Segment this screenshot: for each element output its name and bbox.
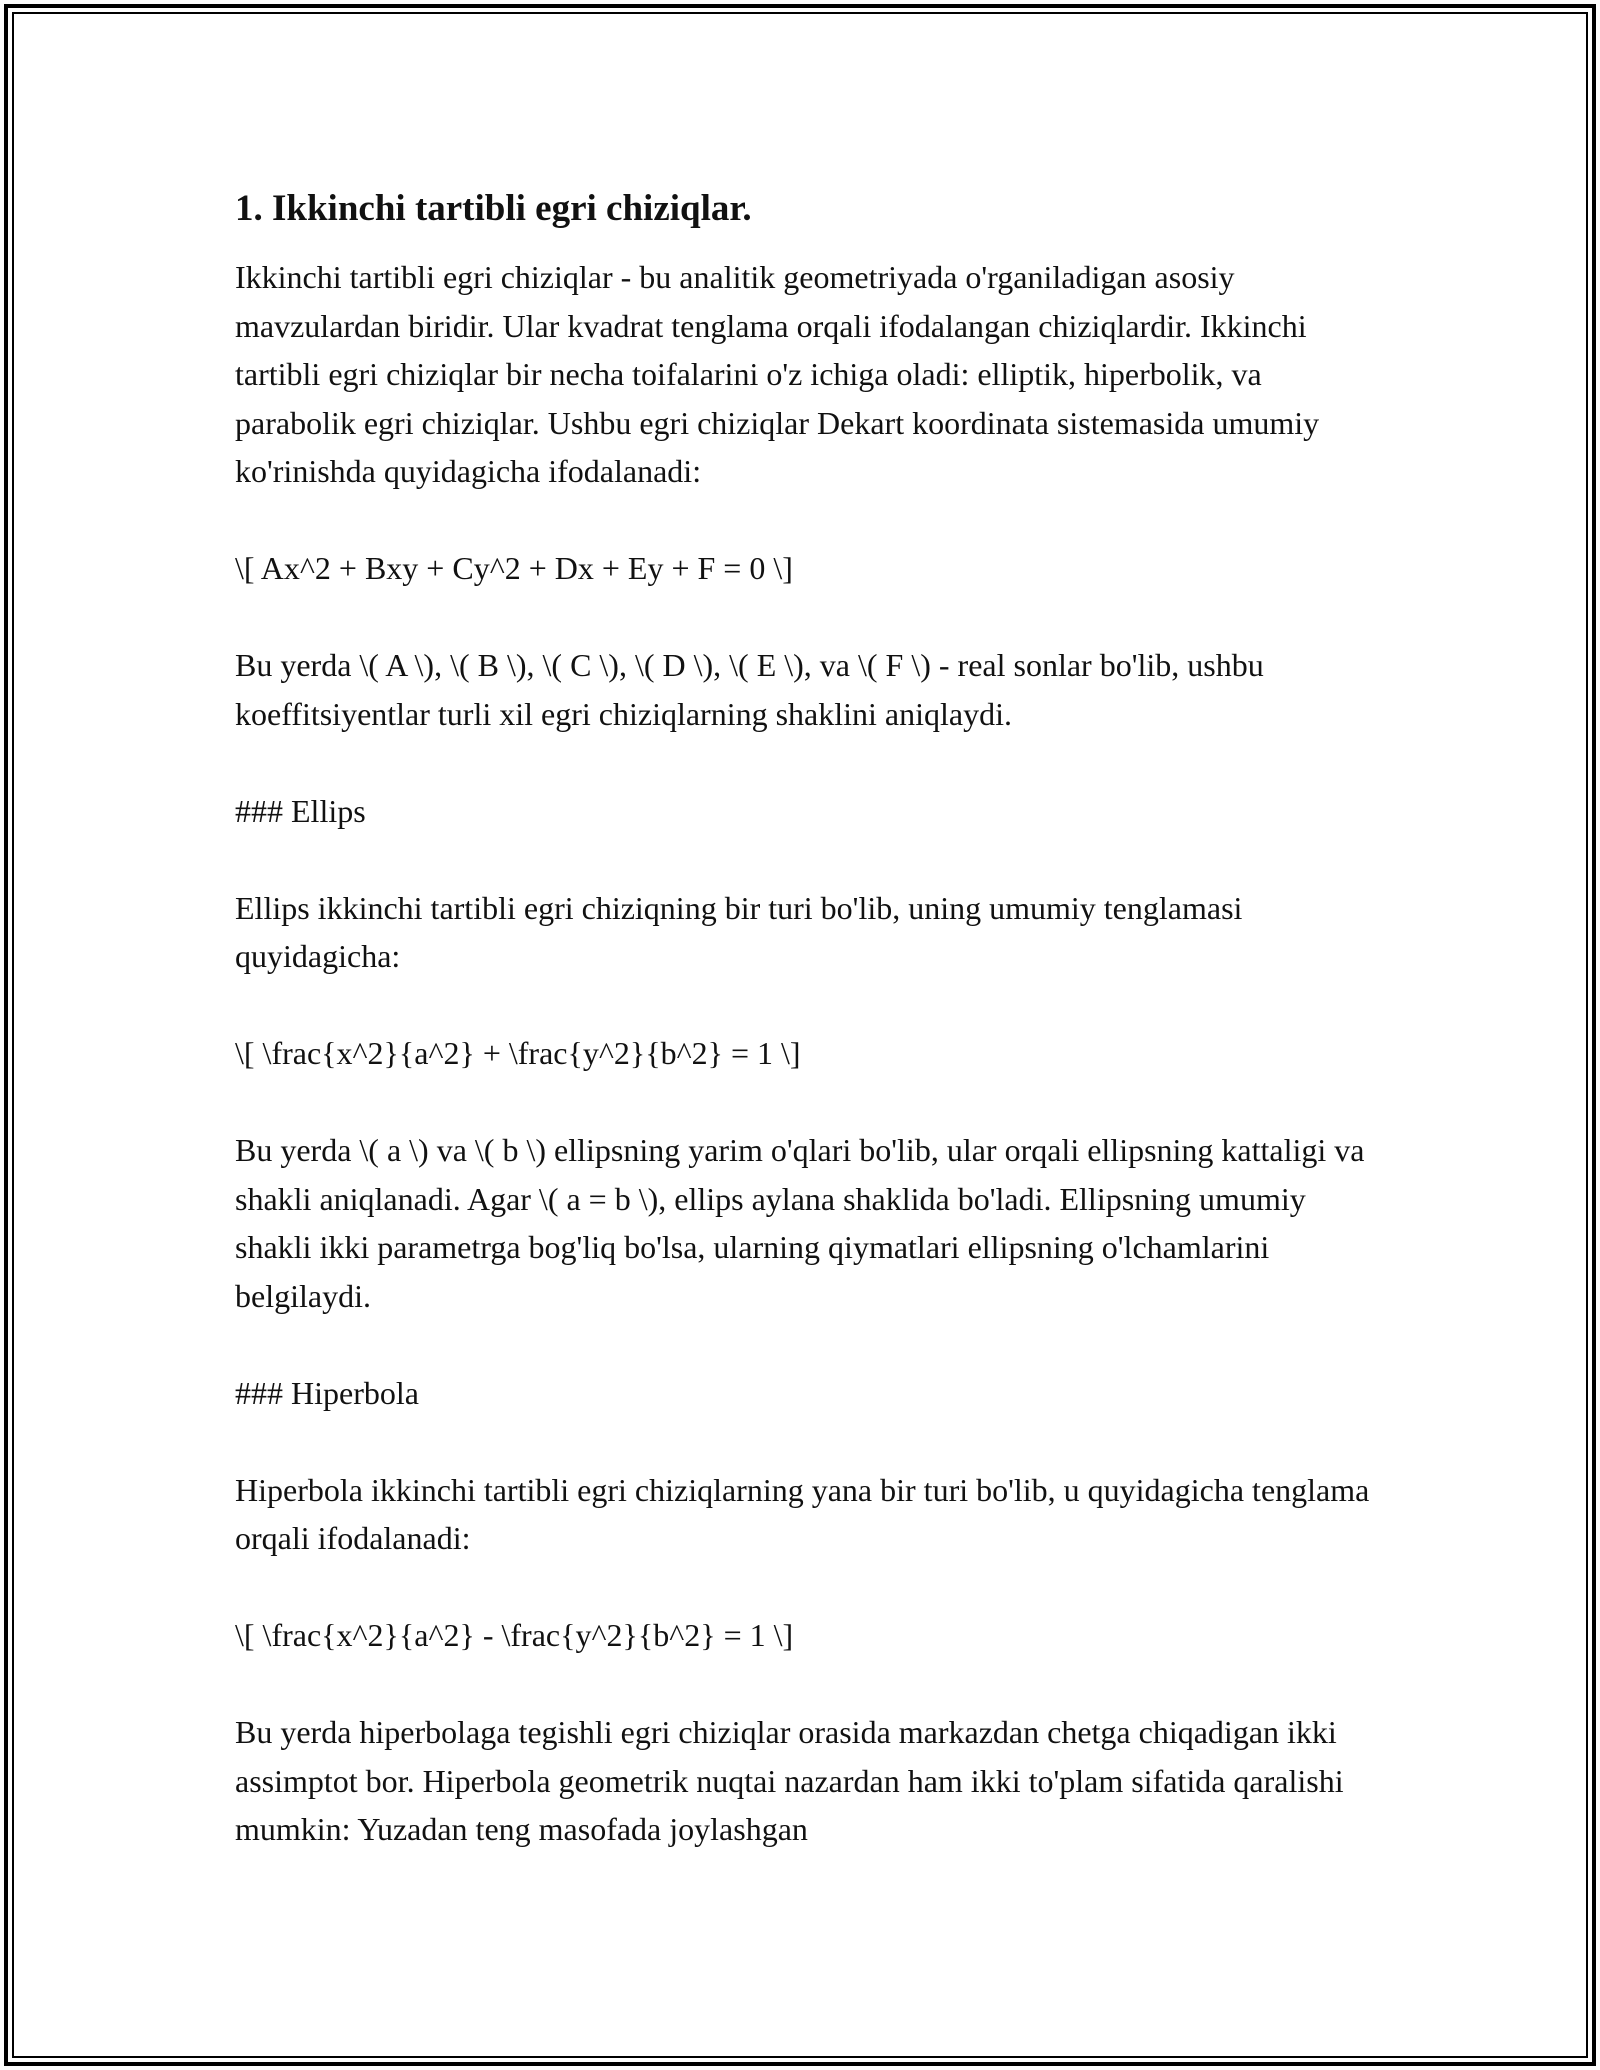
subheading-hiperbola: ### Hiperbola: [235, 1374, 419, 1411]
equation-hiperbola: \[ \frac{x^2}{a^2} - \frac{y^2}{b^2} = 1 \]: [235, 1617, 794, 1653]
equation-general: \[ Ax^2 + Bxy + Cy^2 + Dx + Ey + F = 0 \]: [235, 550, 793, 586]
section-heading: 1. Ikkinchi tartibli egri chiziqlar.: [235, 188, 752, 229]
paragraph-coefficients: Bu yerda \( A \), \( B \), \( C \), \( D \), \( E \), va \( F \) - real sonlar bo'lib, ushbu koeffitsiyentlar turli xil egri chiziqlarning shaklini aniqlaydi.: [235, 647, 1264, 732]
equation-ellips: \[ \frac{x^2}{a^2} + \frac{y^2}{b^2} = 1 \]: [235, 1035, 801, 1071]
document-body: [235, 185, 1370, 1902]
paragraph-ellips-details: Bu yerda \( a \) va \( b \) ellipsning yarim o'qlari bo'lib, ular orqali ellipsning kattaligi va shakli aniqlanadi. Agar \( a = b \), ellips aylana shaklida bo'ladi. Ellipsning umumiy shakli ikki parametrga bog'liq bo'lsa, ularning qiymatlari ellipsning o'lchamlarini belgilaydi.: [235, 1132, 1365, 1314]
subheading-ellips: ### Ellips: [235, 792, 366, 829]
paragraph-hiperbola-details: Bu yerda hiperbolaga tegishli egri chiziqlar orasida markazdan chetga chiqadigan ikki assimptot bor. Hiperbola geometrik nuqtai nazardan ham ikki to'plam sifatida qaralishi mumkin: Yuzadan teng masofada joylashgan: [235, 1714, 1344, 1847]
paragraph-hiperbola-intro: Hiperbola ikkinchi tartibli egri chiziqlarning yana bir turi bo'lib, u quyidagicha tenglama orqali ifodalanadi:: [235, 1471, 1370, 1556]
paragraph-ellips-intro: Ellips ikkinchi tartibli egri chiziqning bir turi bo'lib, uning umumiy tenglamasi quyidagicha:: [235, 889, 1243, 974]
paragraph-intro: Ikkinchi tartibli egri chiziqlar - bu analitik geometriyada o'rganiladigan asosiy mavzulardan biridir. Ular kvadrat tenglama orqali ifodalangan chiziqlardir. Ikkinchi tartibli egri chiziqlar bir necha toifalarini o'z ichiga oladi: elliptik, hiperbolik, va parabolik egri chiziqlar. Ushbu egri chiziqlar Dekart koordinata sistemasida umumiy ko'rinishda quyidagicha ifodalanadi:: [235, 259, 1320, 489]
